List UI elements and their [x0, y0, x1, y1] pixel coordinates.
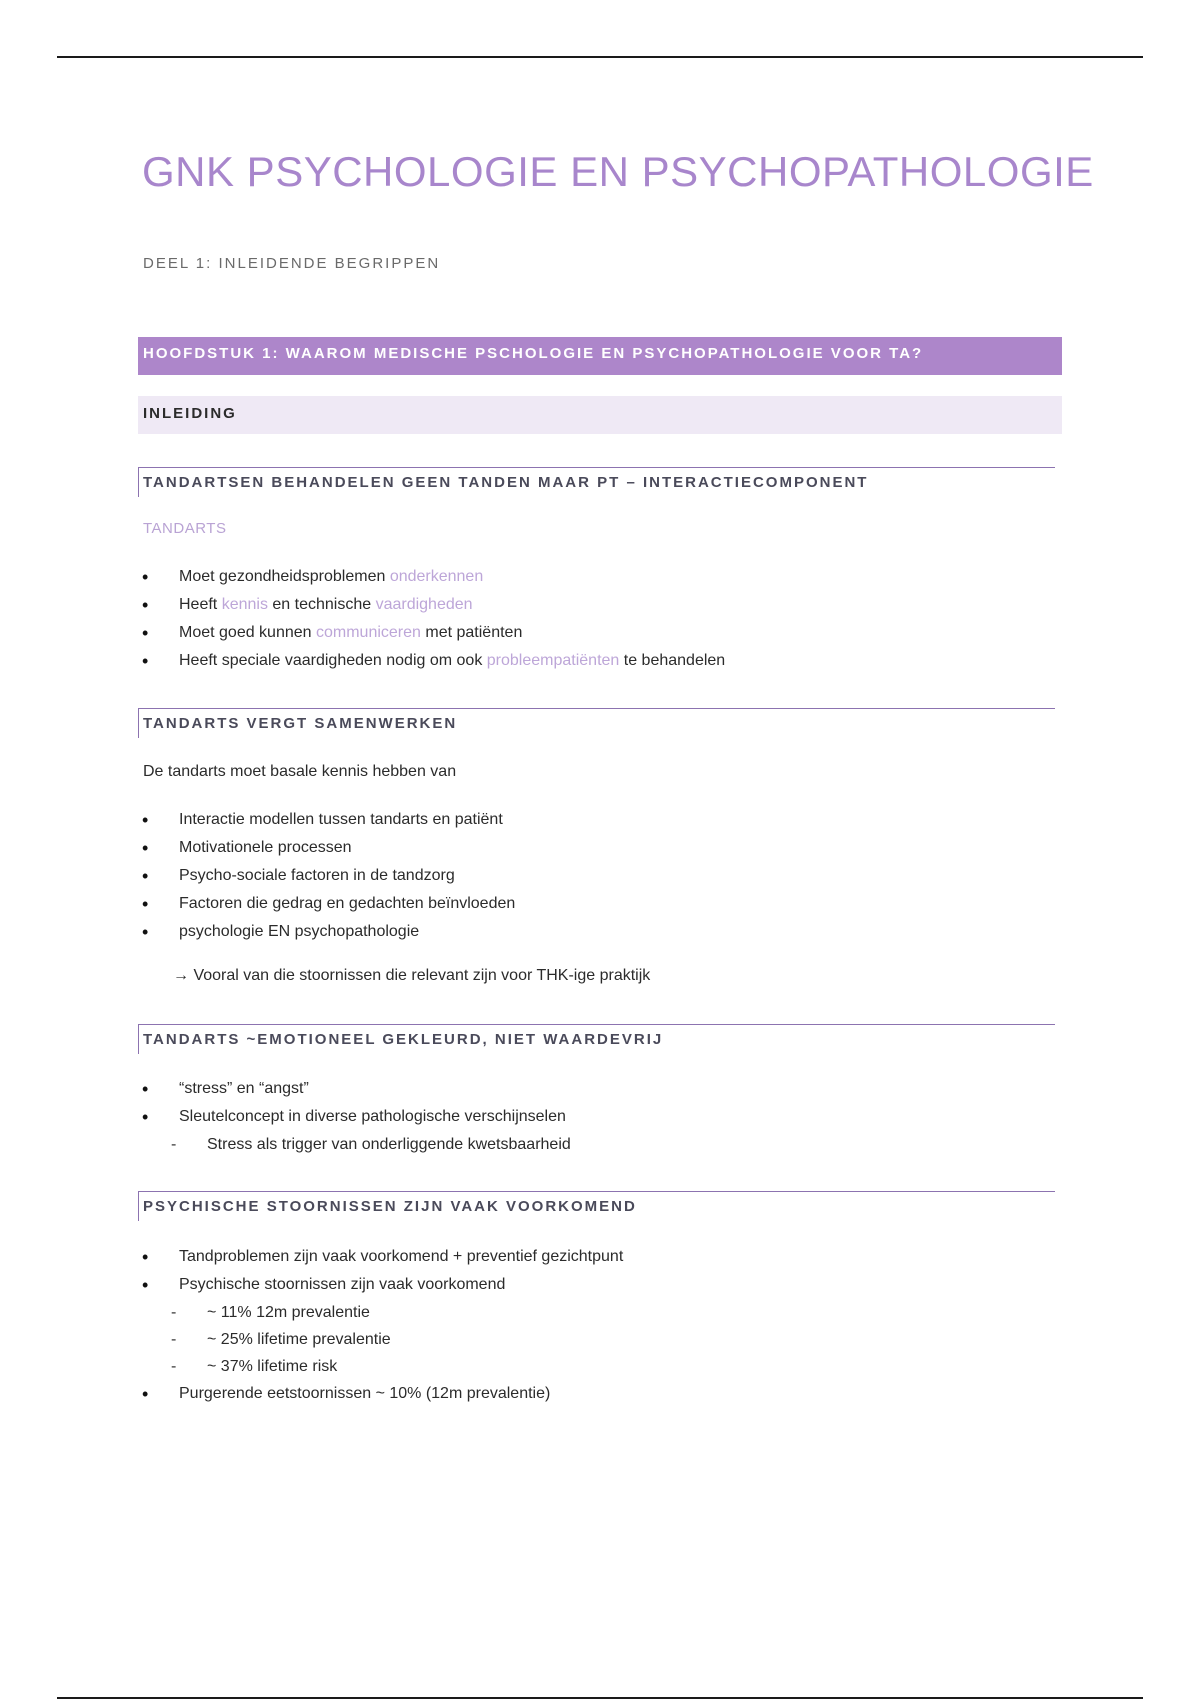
chapter-heading: HOOFDSTUK 1: WAAROM MEDISCHE PSCHOLOGIE EN PSYCHOPATHOLOGIE VOOR TA? — [143, 345, 924, 362]
list-item: • Sleutelconcept in diverse pathologische verschijnselen — [138, 1103, 571, 1131]
section-intro-text: De tandarts moet basale kennis hebben van — [143, 763, 457, 780]
arrow-note: → Vooral van die stoornissen die relevant zijn voor THK-ige praktijk — [173, 967, 651, 984]
document-title: GNK PSYCHOLOGIE EN PSYCHOPATHOLOGIE — [142, 148, 1094, 195]
list-item: • Factoren die gedrag en gedachten beïnvloeden — [138, 890, 515, 918]
list-item: • Psychische stoornissen zijn vaak voorkomend — [138, 1271, 623, 1299]
section-heading-interactiecomponent — [138, 467, 1055, 497]
list-item: • psychologie EN psychopathologie — [138, 918, 515, 946]
emotioneel-bullet-list — [138, 1075, 571, 1158]
list-item: • Purgerende eetstoornissen ~ 10% (12m prevalentie) — [138, 1380, 623, 1408]
chapter-banner — [138, 337, 1062, 375]
intro-banner — [138, 396, 1062, 434]
section-heading-label: TANDARTSEN BEHANDELEN GEEN TANDEN MAAR PT – INTERACTIECOMPONENT — [143, 474, 869, 491]
list-item: • Psycho-sociale factoren in de tandzorg — [138, 862, 515, 890]
samenwerken-bullet-list — [138, 806, 515, 946]
list-item: • Tandproblemen zijn vaak voorkomend + preventief gezichtpunt — [138, 1243, 623, 1271]
list-item: • Heeft speciale vaardigheden nodig om ook probleempatiënten te behandelen — [138, 647, 725, 675]
list-item: • Moet gezondheidsproblemen onderkennen — [138, 563, 725, 591]
tandarts-bullet-list — [138, 563, 725, 675]
part-heading: DEEL 1: INLEIDENDE BEGRIPPEN — [143, 255, 441, 272]
list-item: • “stress” en “angst” — [138, 1075, 571, 1103]
section-heading-label: TANDARTS ~EMOTIONEEL GEKLEURD, NIET WAARDEVRIJ — [143, 1031, 664, 1048]
list-item: • Interactie modellen tussen tandarts en patiënt — [138, 806, 515, 834]
bottom-rule — [57, 1697, 1143, 1699]
section-heading-label: TANDARTS VERGT SAMENWERKEN — [143, 715, 458, 732]
sub-list-item: - ~ 37% lifetime risk — [138, 1353, 623, 1380]
list-item: • Moet goed kunnen communiceren met patiënten — [138, 619, 725, 647]
sub-list-item: - ~ 11% 12m prevalentie — [138, 1299, 623, 1326]
intro-heading: INLEIDING — [143, 405, 237, 422]
section-heading-samenwerken — [138, 708, 1055, 738]
list-item: • Heeft kennis en technische vaardigheden — [138, 591, 725, 619]
section-heading-emotioneel — [138, 1024, 1055, 1054]
stoornissen-bullet-list — [138, 1243, 623, 1408]
section-heading-label: PSYCHISCHE STOORNISSEN ZIJN VAAK VOORKOMEND — [143, 1198, 637, 1215]
subheading-tandarts: TANDARTS — [143, 520, 227, 537]
sub-list-item: - Stress als trigger van onderliggende kwetsbaarheid — [138, 1131, 571, 1158]
section-heading-stoornissen — [138, 1191, 1055, 1221]
sub-list-item: - ~ 25% lifetime prevalentie — [138, 1326, 623, 1353]
top-rule — [57, 56, 1143, 58]
list-item: • Motivationele processen — [138, 834, 515, 862]
